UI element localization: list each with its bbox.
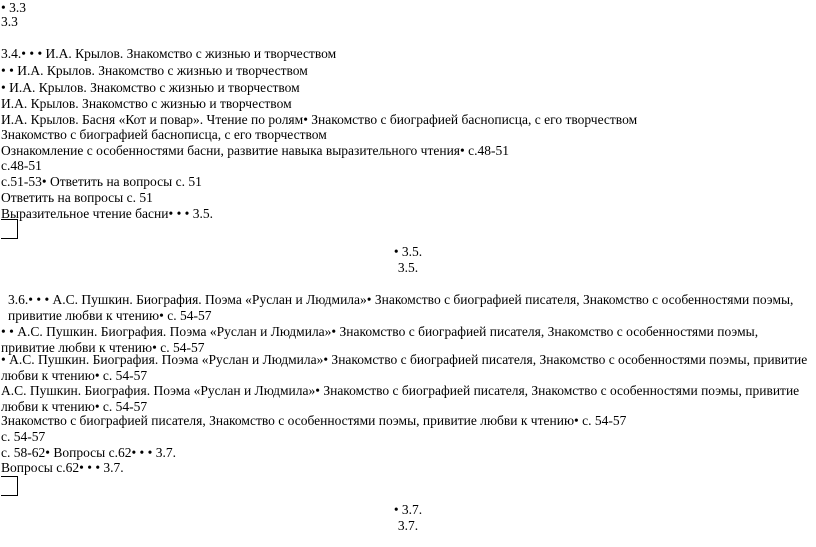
text-line: Ответить на вопросы с. 51 — [1, 190, 153, 205]
text-line: Ознакомление с особенностями басни, развитие навыка выразительного чтения• с.48-51 — [1, 143, 509, 158]
text-line: с.51-53• Ответить на вопросы с. 51 — [1, 174, 202, 189]
text-line: с. 54-57 — [1, 429, 46, 444]
centered-number: • 3.7. — [393, 502, 423, 517]
centered-number: • 3.5. — [393, 244, 423, 259]
text-line: Вопросы с.62• • • 3.7. — [1, 460, 124, 475]
text-line: • • И.А. Крылов. Знакомство с жизнью и творчеством — [1, 63, 308, 78]
text-line: Выразительное чтение басни• • • 3.5. — [1, 206, 214, 221]
text-line: с.48-51 — [1, 158, 42, 173]
text-line: 3.3 — [1, 14, 18, 29]
text-paragraph: А.С. Пушкин. Биография. Поэма «Руслан и Людмила»• Знакомство с биографией писателя, Знакомство с особенностями поэмы, привитие любви к чтению• с. 54-57 — [1, 383, 800, 414]
text-line: И.А. Крылов. Басня «Кот и повар». Чтение по ролям• Знакомство с биографией баснописца, с его творчеством — [1, 112, 638, 127]
text-line: Знакомство с биографией баснописца, с его творчеством — [1, 127, 327, 142]
text-line: 3.4.• • • И.А. Крылов. Знакомство с жизнью и творчеством — [1, 46, 337, 61]
text-paragraph: 3.6.• • • А.С. Пушкин. Биография. Поэма «Руслан и Людмила»• Знакомство с биографией писателя, Знакомство с особенностями поэмы, привитие любви к чтению• с. 54-57 — [8, 292, 794, 323]
empty-box — [1, 476, 18, 496]
text-line: Знакомство с биографией писателя, Знакомство с особенностями поэмы, привитие любви к чтению• с. 54-57 — [1, 413, 627, 428]
centered-number: 3.5. — [397, 260, 419, 275]
text-paragraph: • А.С. Пушкин. Биография. Поэма «Руслан и Людмила»• Знакомство с биографией писателя, Знакомство с особенностями поэмы, привитие любви к чтению• с. 54-57 — [1, 352, 808, 383]
text-line: • И.А. Крылов. Знакомство с жизнью и творчеством — [1, 80, 300, 95]
text-line: • 3.3 — [1, 0, 26, 15]
empty-box — [1, 219, 18, 239]
text-line: И.А. Крылов. Знакомство с жизнью и творчеством — [1, 96, 292, 111]
centered-number: 3.7. — [397, 518, 419, 533]
text-line: с. 58-62• Вопросы с.62• • • 3.7. — [1, 445, 177, 460]
text-paragraph: • • А.С. Пушкин. Биография. Поэма «Руслан и Людмила»• Знакомство с биографией писателя, Знакомство с особенностями поэмы, привитие любви к чтению• с. 54-57 — [1, 324, 759, 355]
